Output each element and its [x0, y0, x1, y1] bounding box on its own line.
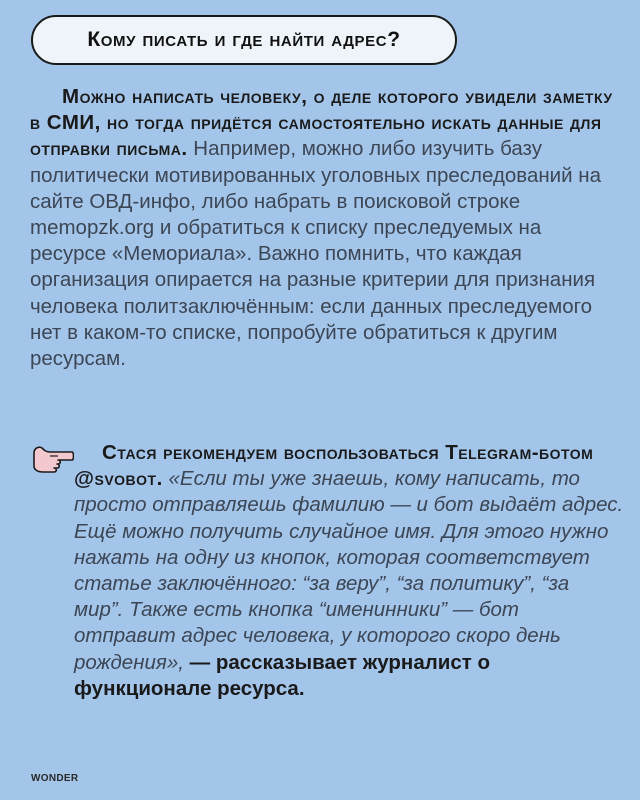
brand-logo: WONDER — [31, 773, 79, 784]
paragraph-1-body: Например, можно либо изучить базу политически мотивированных уголовных преследований на сайте ОВД-инфо, либо набрать в поисковой строке memopzk.org и обратиться к списку преследуемых на ресурсе «Мемориала». Важно помнить, что каждая организация опирается на разные критерии для признания человека политзаключённым: если данных преследуемого нет в каком-то списке, попробуйте обратиться к другим ресурсам. — [30, 137, 602, 371]
pointing-hand-icon — [30, 444, 74, 474]
paragraph-2-tail: — рассказывает журналист о функционале ресурса. — [74, 650, 491, 700]
paragraph-1-lead: Можно написать человеку, о деле которого увидели заметку в СМИ, но тогда придётся самостоятельно искать данные для отправки письма. — [30, 85, 613, 161]
page-title: Кому писать и где найти адрес? — [87, 28, 401, 51]
paragraph-2-lead: Стася рекомендуем воспользоваться Telegram-ботом @svobot. — [74, 441, 594, 491]
paragraph-1 — [30, 84, 620, 372]
paragraph-2 — [74, 440, 624, 702]
title-pill — [31, 15, 457, 65]
paragraph-2-quote: «Если ты уже знаешь, кому написать, то просто отправляешь фамилию — и бот выдаёт адрес. Ещё можно получить случайное имя. Для этого нужно нажать на одну из кнопок, которая соответствует статье заключённого: “за веру”, “за политику”, “за мир”. Также есть кнопка “именинники” — бот отправит адрес человека, у которого скоро день рождения», — [74, 467, 624, 674]
